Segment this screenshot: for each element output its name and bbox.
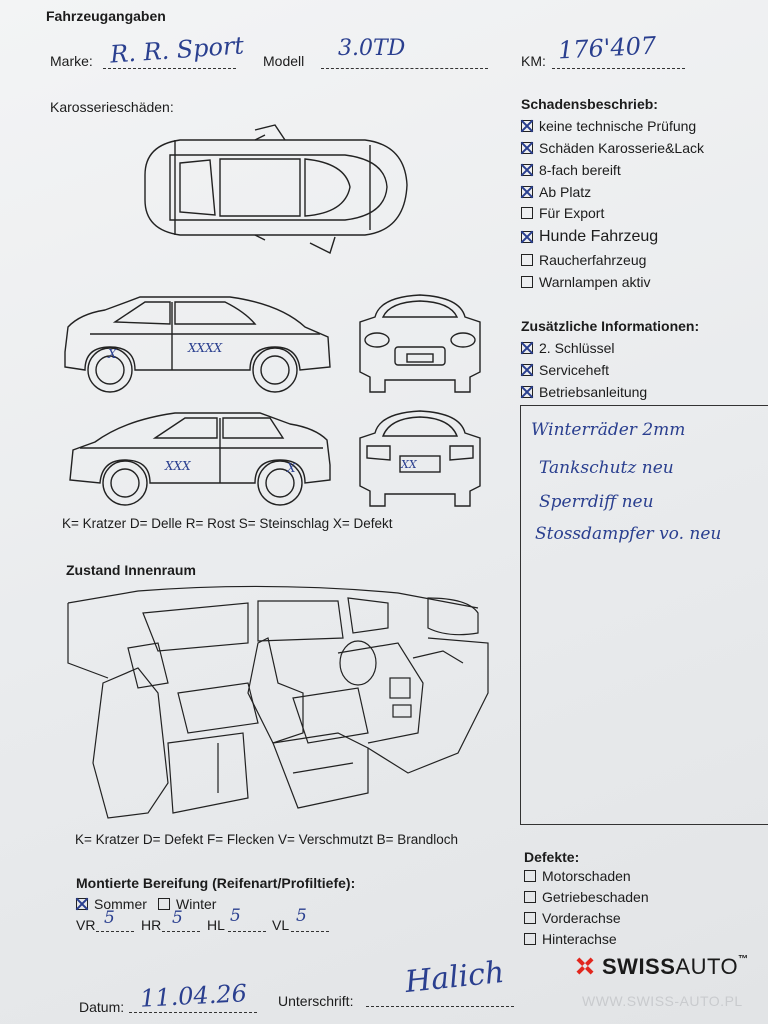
checkbox-checked[interactable] (521, 164, 533, 176)
modell-label: Modell (263, 53, 305, 69)
datum-value: 11.04.26 (139, 979, 248, 1013)
brand-tm: ™ (738, 954, 749, 965)
cb-row-manual[interactable] (521, 384, 647, 400)
cb-label: Hunde Fahrzeug (539, 228, 659, 245)
cb-row-front-axle[interactable] (524, 910, 621, 926)
datum-label: Datum: (79, 999, 125, 1015)
checkbox[interactable] (521, 254, 533, 266)
cb-row-service-book[interactable] (521, 362, 609, 378)
checkbox[interactable] (521, 207, 533, 219)
checkbox[interactable] (524, 912, 536, 924)
interior-legend: K= Kratzer D= Defekt F= Flecken V= Verschmutzt B= Brandloch (75, 832, 459, 847)
cb-label: Warnlampen aktiv (539, 274, 651, 290)
car-top-view (135, 125, 415, 260)
checkbox[interactable] (158, 898, 170, 910)
notes-box[interactable] (520, 405, 768, 825)
cb-label: Vorderachse (542, 910, 621, 926)
cb-label: 8-fach bereift (539, 162, 621, 178)
cb-row-dog-vehicle[interactable] (521, 228, 658, 246)
car-front-view (355, 292, 487, 394)
cb-row-body-damage[interactable] (521, 140, 704, 156)
hr-label: HR (141, 917, 162, 933)
car-rear-view (355, 408, 487, 508)
checkbox-checked[interactable] (521, 142, 533, 154)
additional-info-list (521, 340, 761, 404)
damage-desc-list (521, 118, 761, 298)
cb-row-no-tech-check[interactable] (521, 118, 696, 134)
marke-value: R. R. Sport (109, 31, 245, 69)
km-value: 176'407 (557, 31, 657, 65)
checkbox[interactable] (521, 276, 533, 288)
car-side-right (65, 410, 337, 510)
cb-label: Ab Platz (539, 184, 592, 200)
vr-value: 5 (104, 908, 115, 928)
cb-label: keine technische Prüfung (539, 118, 697, 134)
cb-label: 2. Schlüssel (539, 340, 615, 356)
cb-row-warning-lights[interactable] (521, 274, 651, 290)
unterschrift-label: Unterschrift: (278, 993, 354, 1009)
cb-row-rear-axle[interactable] (524, 931, 617, 947)
form-title: Fahrzeugangaben (46, 8, 166, 24)
cb-row-winter[interactable] (158, 896, 216, 912)
cb-row-gearbox-damage[interactable] (524, 889, 649, 905)
note-line-1: Winterräder 2mm (531, 420, 686, 440)
additional-info-title: Zusätzliche Informationen: (521, 318, 700, 334)
cb-label: Sommer (94, 896, 147, 912)
modell-line (321, 68, 488, 69)
checkbox[interactable] (524, 870, 536, 882)
hr-value: 5 (172, 908, 183, 928)
cb-label: Schäden Karosserie&Lack (539, 140, 704, 156)
cb-label: Serviceheft (539, 362, 610, 378)
vr-label: VR (76, 917, 96, 933)
km-line (552, 68, 685, 69)
vr-line (96, 931, 134, 932)
checkbox-checked[interactable] (76, 898, 88, 910)
checkbox-checked[interactable] (521, 342, 533, 354)
vl-line (291, 931, 329, 932)
cb-label: Für Export (539, 205, 605, 221)
hr-line (162, 931, 200, 932)
defects-title: Defekte: (524, 849, 580, 865)
cb-row-export[interactable] (521, 205, 604, 221)
brand-name-part1: SWISS (602, 954, 676, 979)
checkbox-checked[interactable] (521, 120, 533, 132)
cb-label: Winter (176, 896, 217, 912)
vl-label: VL (272, 917, 290, 933)
car-side-left (60, 292, 335, 397)
body-damage-legend: K= Kratzer D= Delle R= Rost S= Steinschlag X= Defekt (62, 516, 393, 531)
mark-door-right: XXX (165, 459, 191, 473)
tires-title: Montierte Bereifung (Reifenart/Profiltiefe): (76, 875, 356, 891)
hl-line (228, 931, 266, 932)
checkbox-checked[interactable] (521, 386, 533, 398)
note-line-2: Tankschutz neu (539, 458, 674, 478)
defects-list (524, 868, 724, 950)
km-label: KM: (521, 53, 546, 69)
brand-name (602, 954, 749, 980)
checkbox-checked[interactable] (521, 231, 533, 243)
checkbox[interactable] (524, 891, 536, 903)
cb-row-smoker[interactable] (521, 252, 646, 268)
interior-diagram (68, 583, 498, 828)
cb-row-second-key[interactable] (521, 340, 614, 356)
checkbox[interactable] (524, 933, 536, 945)
mark-wheel-right: X (287, 461, 296, 475)
damage-desc-title: Schadensbeschrieb: (521, 96, 658, 112)
vl-value: 5 (296, 906, 307, 926)
cb-label: Hinterachse (542, 931, 617, 947)
cb-row-ab-platz[interactable] (521, 184, 591, 200)
cb-label: Motorschaden (542, 868, 631, 884)
marke-label: Marke: (50, 53, 93, 69)
mark-rear: XX (401, 458, 417, 471)
checkbox-checked[interactable] (521, 364, 533, 376)
cb-row-engine-damage[interactable] (524, 868, 631, 884)
cb-label: Getriebeschaden (542, 889, 649, 905)
signature: Halich (403, 954, 506, 1001)
note-line-4: Stossdampfer vo. neu (535, 524, 722, 544)
cb-label: Betriebsanleitung (539, 384, 648, 400)
cb-row-8-tires[interactable] (521, 162, 621, 178)
brand-name-part2: AUTO (675, 954, 739, 979)
mark-side-left: X (108, 347, 117, 361)
note-line-3: Sperrdiff neu (539, 492, 654, 512)
body-damage-title: Karosserieschäden: (50, 99, 174, 115)
marke-line (103, 68, 236, 69)
brand-url[interactable]: WWW.SWISS-AUTO.PL (582, 993, 743, 1009)
hl-label: HL (207, 917, 225, 933)
interior-title: Zustand Innenraum (66, 562, 196, 578)
hl-value: 5 (230, 906, 241, 926)
signature-line (366, 1006, 514, 1007)
mark-door-left: XXXX (188, 341, 223, 355)
modell-value: 3.0TD (338, 36, 406, 61)
checkbox-checked[interactable] (521, 186, 533, 198)
cb-label: Raucherfahrzeug (539, 252, 647, 268)
swissauto-logo-icon (574, 955, 596, 977)
